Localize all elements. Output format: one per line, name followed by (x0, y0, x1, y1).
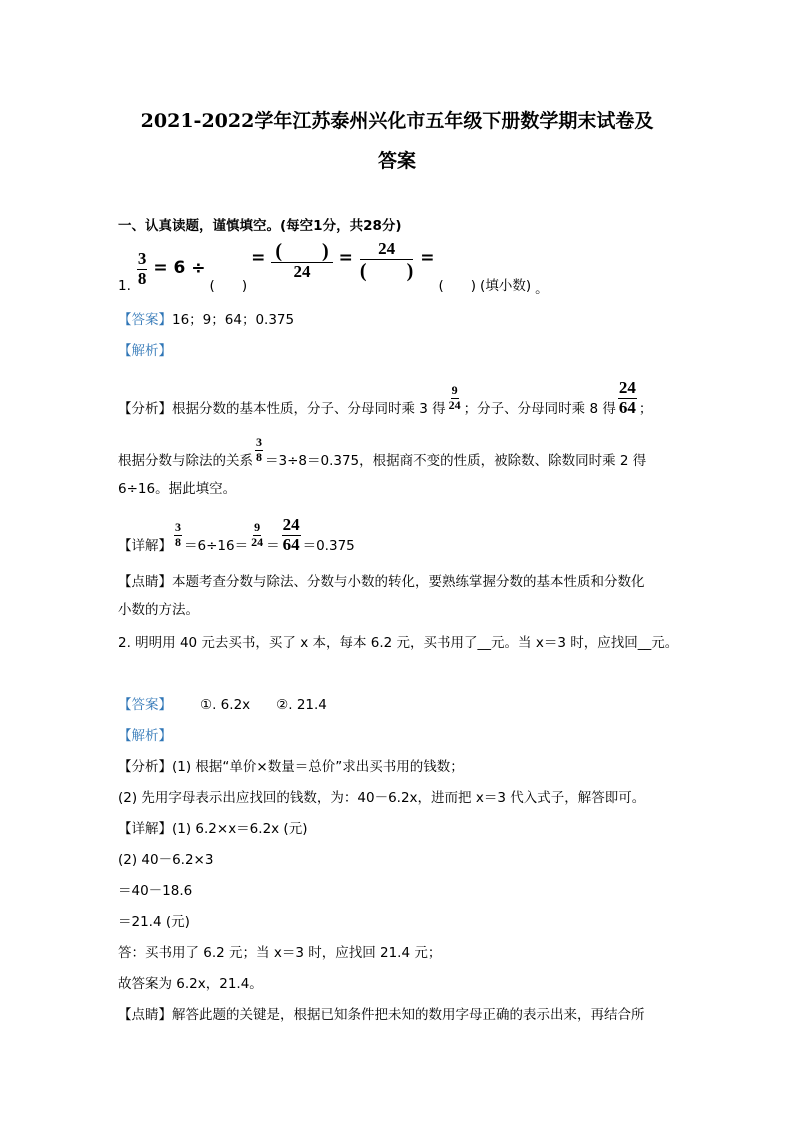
text: ＝3÷8＝0.375，根据商不变的性质，被除数、除数同时乘 2 得 (265, 453, 647, 469)
q1-question (118, 239, 549, 304)
fraction-3-8 (255, 436, 263, 463)
comment-tag: 【点睛】 (118, 1007, 172, 1023)
denominator: 24 (448, 397, 461, 412)
text: 本题考查分数与除法、分数与小数的转化，要熟练掌握分数的基本性质和分数化 (172, 574, 645, 590)
numerator: 3 (137, 249, 147, 268)
denominator: 24 (293, 262, 311, 281)
q1-answer (118, 311, 294, 329)
denominator: 8 (175, 534, 181, 549)
q1-hint: (填小数) (480, 278, 532, 294)
denominator: 8 (137, 268, 147, 288)
q2-analysis-line2: (2) 先用字母表示出应找回的钱数，为：40－6.2x，进而把 x＝3 代入式子，解答即可。 (118, 790, 646, 806)
q2-detail-line1 (118, 820, 307, 838)
q1-eq1: = 6 ÷ (153, 258, 206, 278)
q2-detail-line5: 答：买书用了 6.2 元；当 x＝3 时，应找回 21.4 元； (118, 945, 442, 961)
denominator: ( ) (359, 259, 414, 282)
q1-detail (118, 514, 355, 555)
numerator: ( ) (271, 240, 332, 263)
fraction-24-64 (618, 379, 637, 417)
doc-title-line2: 答案 (377, 150, 416, 172)
fraction-9-24 (250, 521, 264, 548)
q2-jiexi-tag: 【解析】 (118, 728, 172, 744)
denominator: 64 (618, 397, 636, 417)
text: ＝6÷16＝ (184, 538, 249, 554)
q2-analysis-line1 (118, 758, 464, 776)
q1-fraction-b (271, 240, 332, 282)
numerator: 3 (256, 435, 262, 450)
numerator: 24 (618, 377, 636, 397)
text: (1) 6.2×x＝6.2x (元) (172, 821, 308, 837)
denominator: 64 (282, 534, 300, 554)
numerator: 9 (254, 520, 261, 535)
q2-answer (118, 696, 327, 714)
numerator: 24 (360, 240, 413, 260)
answer-tag: 【答案】 (118, 312, 172, 328)
q1-analysis-line1 (118, 377, 653, 418)
detail-tag: 【详解】 (118, 538, 172, 554)
fraction-9-24 (448, 384, 462, 411)
q1-eq: = (338, 248, 353, 268)
doc-title-line1: 2021-2022学年江苏泰州兴化市五年级下册数学期末试卷及 (140, 110, 654, 132)
comment-tag: 【点睛】 (118, 574, 172, 590)
text: 根据分数与除法的关系 (118, 453, 253, 469)
q2-detail-line6: 故答案为 6.2x，21.4。 (118, 976, 263, 992)
text: 根据分数的基本性质，分子、分母同时乘 3 得 (172, 401, 446, 417)
q2-comment-line1 (118, 1006, 645, 1024)
text: ；分子、分母同时乘 8 得 (463, 401, 616, 417)
q1-fraction-a (137, 250, 148, 288)
q1-comment-line2: 小数的方法。 (118, 602, 199, 618)
text: 解答此题的关键是，根据已知条件把未知的数用字母正确的表示出来，再结合所 (172, 1007, 645, 1023)
denominator: 8 (256, 449, 262, 464)
q1-jiexi-tag: 【解析】 (118, 343, 172, 359)
q1-eq: = (251, 248, 266, 268)
text: ＝0.375 (302, 538, 355, 554)
numerator: 9 (451, 383, 458, 398)
q1-comment-line1 (118, 573, 645, 591)
section-heading: 一、认真读题，谨慎填空。(每空1分，共28分) (118, 218, 402, 234)
q1-number: 1. (118, 278, 131, 294)
q2-detail-line3: ＝40－18.6 (118, 883, 193, 899)
q2-detail-line4: ＝21.4 (元) (118, 914, 190, 930)
text: (1) 根据“单价×数量＝总价”求出买书用的钱数； (172, 759, 464, 775)
q1-fraction-c (359, 240, 414, 282)
text: ＝ (266, 538, 280, 554)
denominator: 24 (251, 534, 264, 549)
fraction-3-8 (174, 521, 182, 548)
answer-2: ②. 21.4 (276, 697, 327, 713)
q1-analysis-line3: 6÷16。据此填空。 (118, 481, 237, 497)
analysis-tag: 【分析】 (118, 759, 172, 775)
numerator: 24 (282, 514, 300, 534)
q1-eq: = (420, 248, 435, 268)
numerator: 3 (175, 520, 181, 535)
analysis-tag: 【分析】 (118, 401, 172, 417)
q1-end: 。 (535, 281, 549, 297)
q1-blank1: ( ) (209, 278, 248, 294)
text: ； (638, 401, 653, 417)
q2-detail-line2: (2) 40－6.2×3 (118, 852, 214, 868)
q2-question: 2. 明明用 40 元去买书，买了 x 本，每本 6.2 元，买书用了__元。当 x＝3 时，应找回__元。 (118, 635, 679, 651)
fraction-24-64 (282, 516, 301, 554)
detail-tag: 【详解】 (118, 821, 172, 837)
answer-tag: 【答案】 (118, 697, 172, 713)
q1-blank2: ( ) (438, 278, 477, 294)
q1-analysis-line2 (118, 435, 647, 470)
answer-text: 16；9；64；0.375 (172, 312, 295, 328)
answer-1: ①. 6.2x (200, 697, 251, 713)
